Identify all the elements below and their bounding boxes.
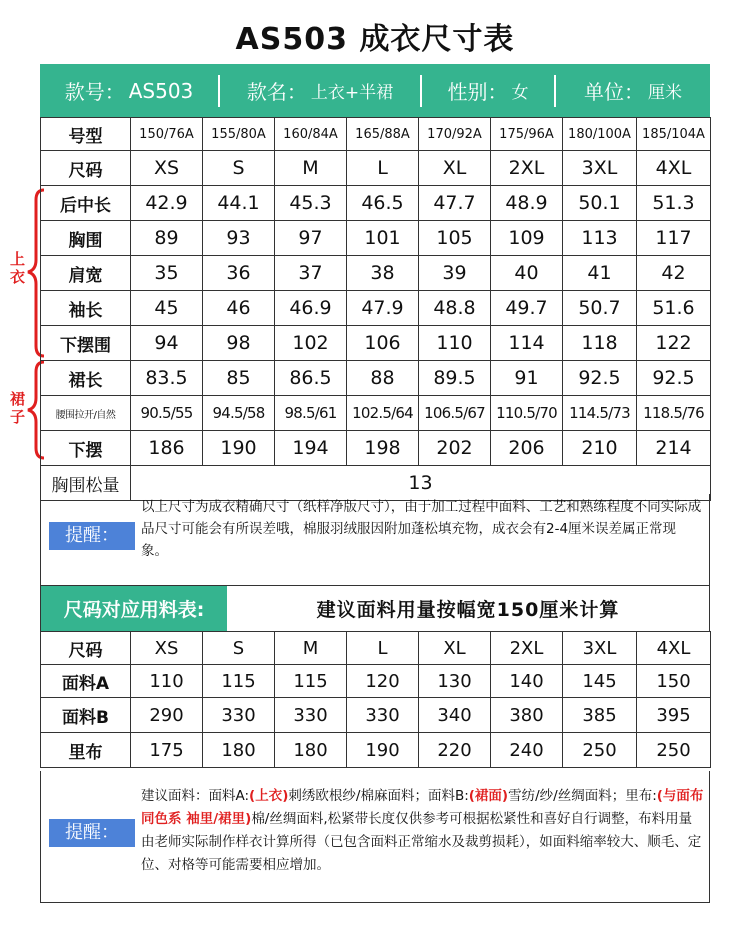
row-label: 尺码 bbox=[41, 632, 131, 665]
table-cell: 44.1 bbox=[203, 186, 275, 221]
table-cell: 83.5 bbox=[131, 361, 203, 396]
fabric-reminder-box bbox=[40, 771, 710, 903]
table-cell: 106.5/67 bbox=[419, 396, 491, 431]
table-cell: 120 bbox=[347, 665, 419, 698]
table-cell: 92.5 bbox=[563, 361, 637, 396]
table-cell: 46 bbox=[203, 291, 275, 326]
table-cell: 3XL bbox=[563, 151, 637, 186]
row-label: 胸围松量 bbox=[41, 466, 131, 501]
table-cell: L bbox=[347, 632, 419, 665]
table-cell: M bbox=[275, 632, 347, 665]
table-cell: 150/76A bbox=[131, 118, 203, 151]
table-cell: 45.3 bbox=[275, 186, 347, 221]
table-cell: 42 bbox=[637, 256, 711, 291]
row-label: 下摆 bbox=[41, 431, 131, 466]
table-row bbox=[41, 665, 711, 698]
row-label: 腰围拉开/自然 bbox=[41, 396, 131, 431]
unit-label: 单位： bbox=[584, 80, 644, 104]
table-cell: 46.5 bbox=[347, 186, 419, 221]
table-cell: 198 bbox=[347, 431, 419, 466]
table-cell: 186 bbox=[131, 431, 203, 466]
row-label: 面料A bbox=[41, 665, 131, 698]
table-cell: 130 bbox=[419, 665, 491, 698]
table-row bbox=[41, 151, 711, 186]
style-name-value: 上衣+半裙 bbox=[310, 83, 394, 103]
table-cell: 140 bbox=[491, 665, 563, 698]
table-cell: 122 bbox=[637, 326, 711, 361]
table-cell: 190 bbox=[347, 733, 419, 768]
table-cell: XS bbox=[131, 632, 203, 665]
table-cell: 38 bbox=[347, 256, 419, 291]
table-cell: 240 bbox=[491, 733, 563, 768]
table-cell: 50.7 bbox=[563, 291, 637, 326]
fabric-section-label: 尺码对应用料表: bbox=[41, 586, 227, 631]
row-label: 胸围 bbox=[41, 221, 131, 256]
row-label: 袖长 bbox=[41, 291, 131, 326]
table-cell: 250 bbox=[563, 733, 637, 768]
table-cell: 2XL bbox=[491, 632, 563, 665]
table-cell: 155/80A bbox=[203, 118, 275, 151]
table-cell: 40 bbox=[491, 256, 563, 291]
row-label: 里布 bbox=[41, 733, 131, 768]
table-cell: 85 bbox=[203, 361, 275, 396]
table-row bbox=[41, 256, 711, 291]
style-no bbox=[40, 64, 218, 117]
table-cell: 89.5 bbox=[419, 361, 491, 396]
table-cell: 115 bbox=[275, 665, 347, 698]
table-cell: 114 bbox=[491, 326, 563, 361]
fabric-table bbox=[40, 631, 711, 768]
table-cell: 175/96A bbox=[491, 118, 563, 151]
fabric-reminder-text bbox=[141, 785, 705, 877]
row-label: 尺码 bbox=[41, 151, 131, 186]
table-cell: 47.7 bbox=[419, 186, 491, 221]
table-cell: L bbox=[347, 151, 419, 186]
table-cell: 106 bbox=[347, 326, 419, 361]
table-cell: 98.5/61 bbox=[275, 396, 347, 431]
table-cell: 115 bbox=[203, 665, 275, 698]
table-cell: 91 bbox=[491, 361, 563, 396]
table-row bbox=[41, 733, 711, 768]
page-title: AS503 成衣尺寸表 bbox=[235, 22, 515, 57]
table-cell: 330 bbox=[275, 698, 347, 733]
reminder-badge: 提醒： bbox=[49, 522, 135, 550]
table-cell: 190 bbox=[203, 431, 275, 466]
table-cell: 48.9 bbox=[491, 186, 563, 221]
table-cell: 47.9 bbox=[347, 291, 419, 326]
table-cell: 92.5 bbox=[637, 361, 711, 396]
table-cell: 110.5/70 bbox=[491, 396, 563, 431]
table-cell: 194 bbox=[275, 431, 347, 466]
group-label-top: 上衣 bbox=[10, 250, 26, 286]
table-cell: 340 bbox=[419, 698, 491, 733]
style-name-label: 款名： bbox=[246, 80, 307, 104]
table-cell: 4XL bbox=[637, 632, 711, 665]
table-cell: S bbox=[203, 632, 275, 665]
table-cell: 118.5/76 bbox=[637, 396, 711, 431]
table-cell: 93 bbox=[203, 221, 275, 256]
gender-value: 女 bbox=[511, 83, 529, 103]
table-cell: 4XL bbox=[637, 151, 711, 186]
note-highlight: (与面布同色系 袖里/裙里) bbox=[141, 788, 704, 827]
table-cell: 98 bbox=[203, 326, 275, 361]
table-cell: 48.8 bbox=[419, 291, 491, 326]
table-cell: 180/100A bbox=[563, 118, 637, 151]
table-cell: 51.3 bbox=[637, 186, 711, 221]
table-cell: 220 bbox=[419, 733, 491, 768]
gender-label: 性别： bbox=[447, 80, 508, 104]
table-cell: 118 bbox=[563, 326, 637, 361]
table-cell: 330 bbox=[203, 698, 275, 733]
row-label: 面料B bbox=[41, 698, 131, 733]
reminder-box bbox=[40, 494, 710, 586]
table-cell: 170/92A bbox=[419, 118, 491, 151]
unit bbox=[556, 64, 710, 117]
style-name bbox=[220, 64, 420, 117]
row-label: 下摆围 bbox=[41, 326, 131, 361]
table-row bbox=[41, 361, 711, 396]
table-cell: 175 bbox=[131, 733, 203, 768]
table-cell: 2XL bbox=[491, 151, 563, 186]
note-highlight: (裙面) bbox=[468, 788, 509, 804]
table-cell: 250 bbox=[637, 733, 711, 768]
table-cell: S bbox=[203, 151, 275, 186]
table-cell: 45 bbox=[131, 291, 203, 326]
table-cell: 150 bbox=[637, 665, 711, 698]
note-text-part: 棉/丝绸面料,松紧带长度仅供参考可根据松紧性和喜好自行调整，布料用量由老师实际制作样衣计算所得（已包含面料正常缩水及裁剪损耗），如面料缩率较大、顺毛、定位、对格等可能需要相应增加。 bbox=[141, 811, 702, 873]
row-label: 号型 bbox=[41, 118, 131, 151]
reminder-text: 以上尺寸为成衣精确尺寸（纸样净版尺寸），由于加工过程中面料、工艺和熟练程度不同实际成品尺寸可能会有所误差哦，棉服羽绒服因附加蓬松填充物，成衣会有2-4厘米误差属正常现象。 bbox=[141, 499, 702, 559]
table-cell: 101 bbox=[347, 221, 419, 256]
table-cell: 105 bbox=[419, 221, 491, 256]
row-label: 后中长 bbox=[41, 186, 131, 221]
table-row bbox=[41, 326, 711, 361]
table-cell: 117 bbox=[637, 221, 711, 256]
product-header bbox=[40, 64, 710, 117]
table-cell: 102 bbox=[275, 326, 347, 361]
table-cell: 36 bbox=[203, 256, 275, 291]
table-cell: 113 bbox=[563, 221, 637, 256]
table-cell: 114.5/73 bbox=[563, 396, 637, 431]
note-text-part: 刺绣欧根纱/棉麻面料；面料B: bbox=[288, 788, 469, 804]
table-cell: 89 bbox=[131, 221, 203, 256]
table-cell: 97 bbox=[275, 221, 347, 256]
style-no-value: AS503 bbox=[128, 78, 194, 103]
ease-value: 13 bbox=[131, 466, 711, 501]
style-no-label: 款号： bbox=[64, 80, 125, 104]
table-cell: 110 bbox=[131, 665, 203, 698]
table-cell: XS bbox=[131, 151, 203, 186]
table-cell: 214 bbox=[637, 431, 711, 466]
table-cell: 165/88A bbox=[347, 118, 419, 151]
fabric-section-header bbox=[40, 586, 710, 631]
table-cell: 180 bbox=[275, 733, 347, 768]
fabric-reminder-badge: 提醒： bbox=[49, 819, 135, 847]
table-row bbox=[41, 396, 711, 431]
table-row bbox=[41, 186, 711, 221]
table-cell: 88 bbox=[347, 361, 419, 396]
table-cell: 46.9 bbox=[275, 291, 347, 326]
note-highlight: (上衣) bbox=[249, 788, 289, 804]
table-cell: 330 bbox=[347, 698, 419, 733]
table-cell: 42.9 bbox=[131, 186, 203, 221]
group-label-skirt: 裙子 bbox=[10, 390, 26, 426]
table-row bbox=[41, 698, 711, 733]
table-cell: 380 bbox=[491, 698, 563, 733]
unit-value: 厘米 bbox=[648, 83, 682, 103]
table-cell: 3XL bbox=[563, 632, 637, 665]
note-text-part: 雪纺/纱/丝绸面料；里布: bbox=[508, 788, 657, 804]
table-row bbox=[41, 118, 711, 151]
table-row bbox=[41, 431, 711, 466]
table-row bbox=[41, 221, 711, 256]
row-label: 裙长 bbox=[41, 361, 131, 396]
table-cell: 39 bbox=[419, 256, 491, 291]
table-cell: 290 bbox=[131, 698, 203, 733]
row-label: 肩宽 bbox=[41, 256, 131, 291]
table-cell: 49.7 bbox=[491, 291, 563, 326]
table-cell: 51.6 bbox=[637, 291, 711, 326]
size-table bbox=[40, 117, 711, 501]
table-cell: 395 bbox=[637, 698, 711, 733]
table-cell: 160/84A bbox=[275, 118, 347, 151]
table-cell: 86.5 bbox=[275, 361, 347, 396]
table-row bbox=[41, 632, 711, 665]
table-cell: 210 bbox=[563, 431, 637, 466]
table-cell: 110 bbox=[419, 326, 491, 361]
table-cell: 94 bbox=[131, 326, 203, 361]
table-cell: XL bbox=[419, 632, 491, 665]
table-cell: 180 bbox=[203, 733, 275, 768]
table-cell: 35 bbox=[131, 256, 203, 291]
table-cell: 37 bbox=[275, 256, 347, 291]
table-cell: 109 bbox=[491, 221, 563, 256]
table-cell: 102.5/64 bbox=[347, 396, 419, 431]
table-cell: 41 bbox=[563, 256, 637, 291]
table-cell: M bbox=[275, 151, 347, 186]
table-row bbox=[41, 291, 711, 326]
table-cell: 145 bbox=[563, 665, 637, 698]
table-cell: 94.5/58 bbox=[203, 396, 275, 431]
table-cell: 90.5/55 bbox=[131, 396, 203, 431]
table-cell: XL bbox=[419, 151, 491, 186]
table-cell: 385 bbox=[563, 698, 637, 733]
note-text-part: 建议面料：面料A: bbox=[141, 788, 250, 804]
fabric-section-note: 建议面料用量按幅宽150厘米计算 bbox=[316, 599, 620, 621]
gender bbox=[422, 64, 554, 117]
table-cell: 202 bbox=[419, 431, 491, 466]
table-cell: 50.1 bbox=[563, 186, 637, 221]
table-cell: 206 bbox=[491, 431, 563, 466]
table-cell: 185/104A bbox=[637, 118, 711, 151]
